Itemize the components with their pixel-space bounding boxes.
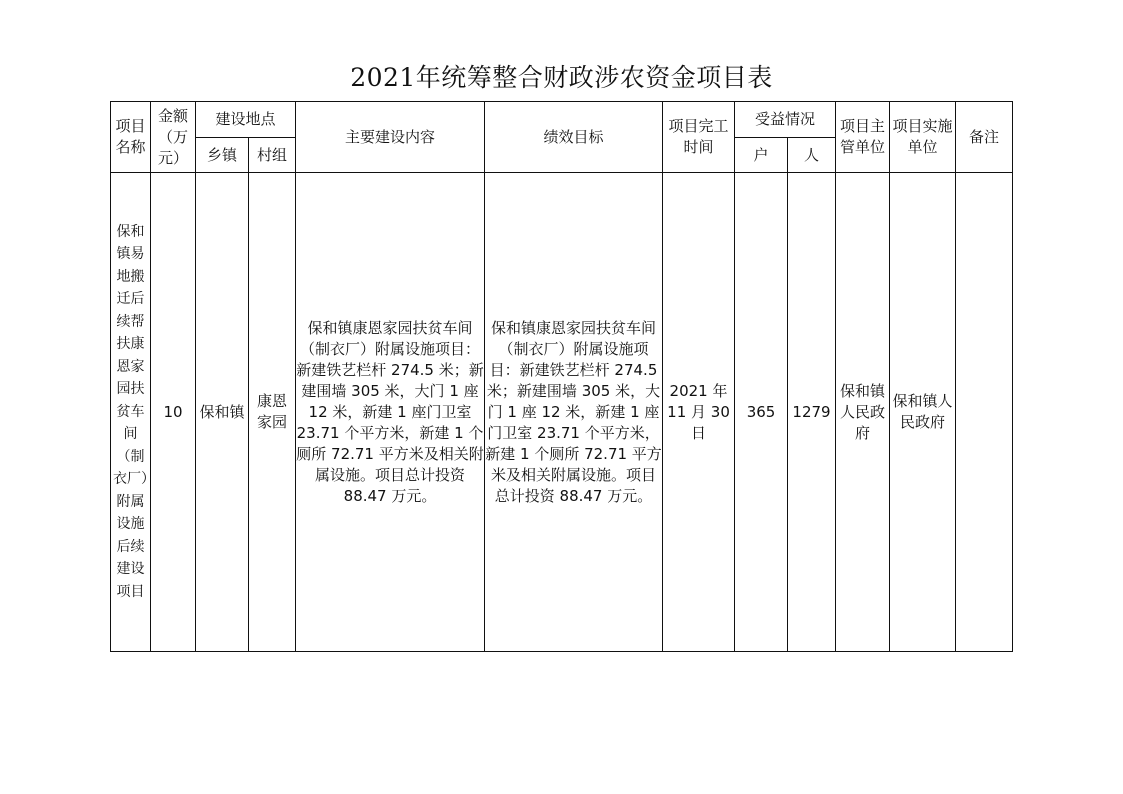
cell-supervisor: 保和镇人民政府 xyxy=(836,173,890,652)
cell-completion: 2021 年 11 月 30 日 xyxy=(663,173,735,652)
header-households: 户 xyxy=(735,138,788,173)
header-amount: 金额（万元） xyxy=(151,102,196,173)
cell-village: 康恩家园 xyxy=(249,173,296,652)
header-village: 村组 xyxy=(249,138,296,173)
page-title: 2021年统筹整合财政涉农资金项目表 xyxy=(350,63,773,92)
header-supervisor: 项目主管单位 xyxy=(836,102,890,173)
cell-households: 365 xyxy=(735,173,788,652)
header-row-1 xyxy=(111,102,1013,138)
cell-township: 保和镇 xyxy=(196,173,249,652)
header-benefit: 受益情况 xyxy=(735,102,836,138)
header-location: 建设地点 xyxy=(196,102,296,138)
cell-remarks xyxy=(956,173,1013,652)
cell-people: 1279 xyxy=(788,173,836,652)
header-goal: 绩效目标 xyxy=(485,102,663,173)
header-content: 主要建设内容 xyxy=(296,102,485,173)
header-completion: 项目完工时间 xyxy=(663,102,735,173)
cell-goal: 保和镇康恩家园扶贫车间（制衣厂）附属设施项目：新建铁艺栏杆 274.5 米；新建围墙 305 米，大门 1 座 12 米，新建 1 座门卫室 23.71 个平方米，新建 1 个厕所 72.71 平方米及相关附属设施。项目总计投资 88.47 万元。 xyxy=(485,173,663,652)
cell-implementer: 保和镇人民政府 xyxy=(890,173,956,652)
cell-content: 保和镇康恩家园扶贫车间（制衣厂）附属设施项目：新建铁艺栏杆 274.5 米；新建围墙 305 米，大门 1 座 12 米，新建 1 座门卫室 23.71 个平方米，新建 1 个厕所 72.71 平方米及相关附属设施。项目总计投资 88.47 万元。 xyxy=(296,173,485,652)
header-people: 人 xyxy=(788,138,836,173)
project-table xyxy=(110,101,1013,652)
header-township: 乡镇 xyxy=(196,138,249,173)
table-row xyxy=(111,173,1013,652)
header-implementer: 项目实施单位 xyxy=(890,102,956,173)
cell-amount: 10 xyxy=(151,173,196,652)
cell-name xyxy=(111,173,151,652)
header-remarks: 备注 xyxy=(956,102,1013,173)
project-name-text: 保和镇易地搬迁后续帮扶康恩家园扶贫车间（制衣厂）附属设施后续建设项目 xyxy=(113,223,148,600)
header-name: 项目名称 xyxy=(111,102,151,173)
